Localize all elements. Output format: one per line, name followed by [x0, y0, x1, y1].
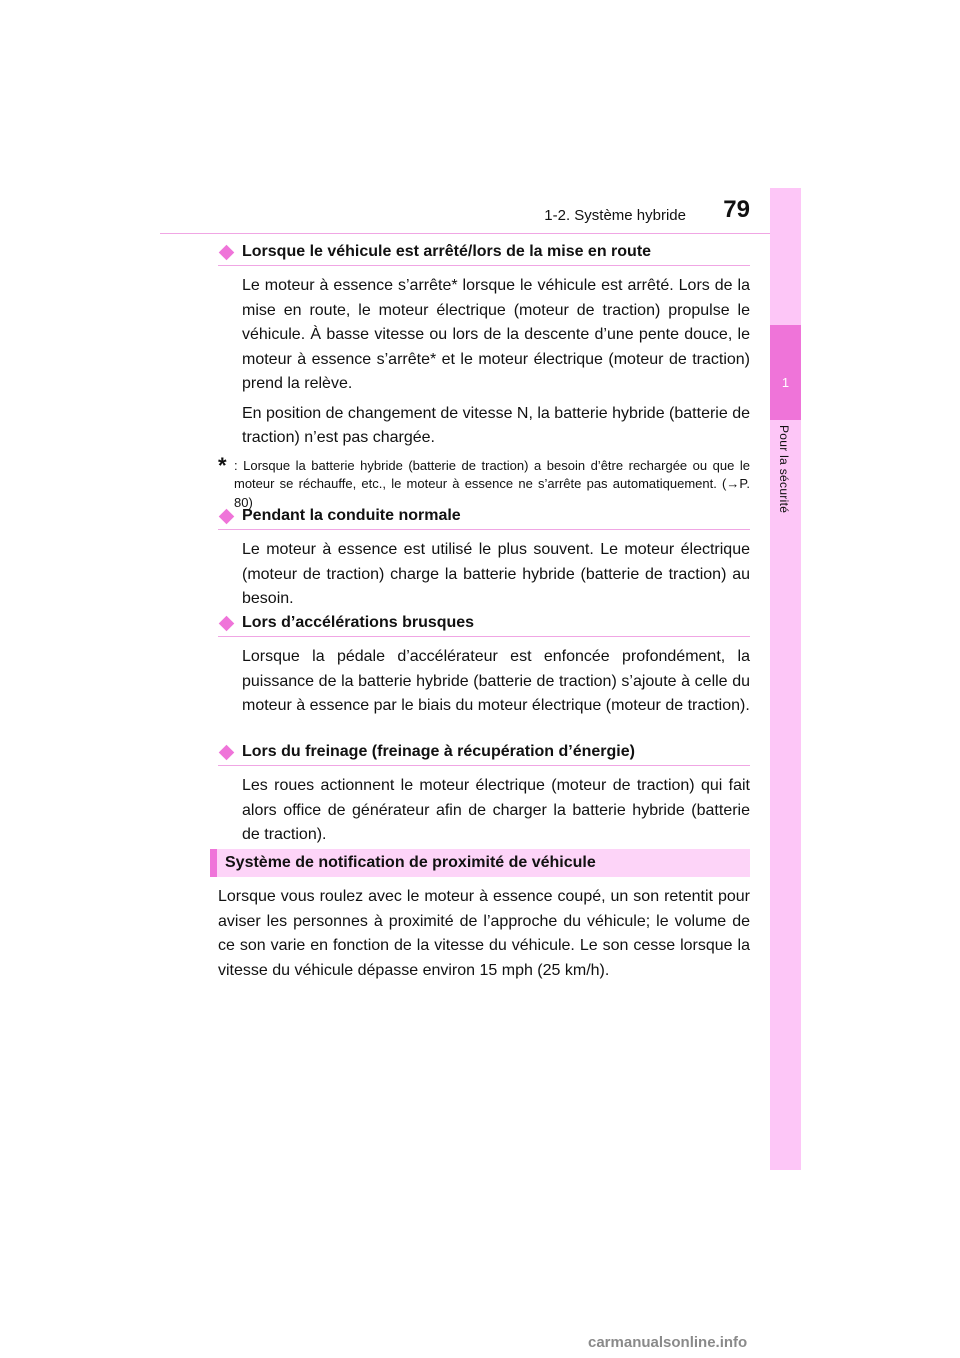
section-heading: [218, 739, 750, 766]
notice-banner: Système de notification de proximité de véhicule: [210, 849, 750, 877]
diamond-bullet-icon: [219, 744, 235, 760]
section-heading: [218, 503, 750, 530]
section-freinage: [218, 739, 750, 848]
footnote-text: : Lorsque la batterie hybride (batterie de traction) a besoin d’être rechargée ou que le moteur se réchauffe, etc., le moteur à essence ne s’arrête pas automatiquement. (→P. 80): [234, 457, 750, 510]
page-number: 79: [723, 196, 750, 223]
section-heading-text: Lors du freinage (freinage à récupération d’énergie): [242, 743, 635, 760]
notice-text-block: [218, 885, 750, 983]
section-accelerations-brusques: [218, 610, 750, 719]
diamond-bullet-icon: [219, 615, 235, 631]
section-conduite-normale: [218, 503, 750, 612]
diamond-bullet-icon: [219, 508, 235, 524]
watermark: carmanualsonline.info: [588, 1334, 748, 1351]
section-arret-mise-en-route: [218, 239, 750, 512]
footnote-marker: *: [218, 452, 227, 478]
paragraph: Lorsque la pédale d’accélérateur est enfoncée profondément, la puissance de la batterie hybride (batterie de traction) s’ajoute à celle du moteur à essence par le biais du moteur électrique (moteur de traction).: [242, 648, 750, 714]
section-heading: [218, 610, 750, 637]
paragraph: Les roues actionnent le moteur électrique (moteur de traction) qui fait alors office de générateur afin de charger la batterie hybride (batterie de traction).: [242, 777, 750, 843]
paragraph: Le moteur à essence est utilisé le plus souvent. Le moteur électrique (moteur de traction) charge la batterie hybride (batterie de traction) au besoin.: [242, 541, 750, 607]
side-tab-marker: [770, 325, 801, 420]
header-rule: [160, 233, 800, 234]
side-tab-number: 1: [781, 375, 790, 390]
paragraph: Lorsque vous roulez avec le moteur à essence coupé, un son retentit pour aviser les personnes à proximité de l’approche du véhicule; le volume de ce son varie en fonction de la vitesse du véhicule. Le son cesse lorsque la vitesse du véhicule dépasse environ 15 mph (25 km/h).: [218, 888, 750, 979]
header-title: 1-2. Système hybride: [544, 207, 686, 224]
paragraph: En position de changement de vitesse N, la batterie hybride (batterie de traction) n’est pas chargée.: [242, 404, 750, 446]
section-heading-text: Pendant la conduite normale: [242, 507, 461, 524]
diamond-bullet-icon: [219, 244, 235, 260]
section-heading-text: Lors d’accélérations brusques: [242, 614, 475, 631]
section-heading-text: Lorsque le véhicule est arrêté/lors de la mise en route: [242, 243, 652, 260]
side-tab-label: Pour la sécurité: [777, 425, 791, 514]
section-heading: [218, 239, 750, 266]
paragraph: Le moteur à essence s’arrête* lorsque le véhicule est arrêté. Lors de la mise en route, le moteur électrique (moteur de traction) propulse le véhicule. À basse vitesse ou lors de la descente d’une pente douce, le moteur à essence s’arrête* et le moteur électrique (moteur de traction) prend la relève.: [242, 277, 750, 392]
